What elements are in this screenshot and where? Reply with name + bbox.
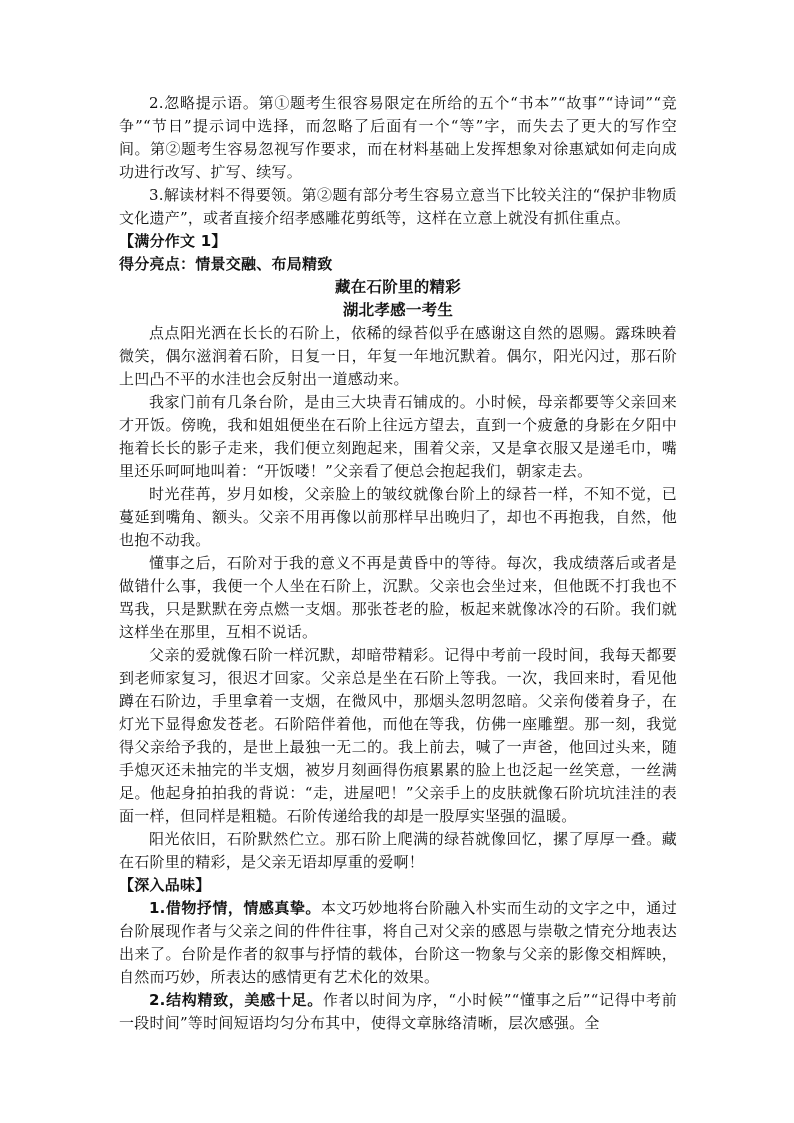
essay-paragraph: 父亲的爱就像石阶一样沉默，却暗带精彩。记得中考前一段时间，我每天都要到老师家复习，很迟才回家。父亲总是坐在石阶上等我。一次，我回来时，看见他蹲在石阶边，手里拿着一支烟，在微风中，那烟头忽明忽暗。父亲佝偻着身子，在灯光下显得愈发苍老。石阶陪伴着他，而他在等我，仿佛一座雕塑。那一刻，我觉得父亲给予我的，是世上最独一无二的。我上前去，喊了一声爸，他回过头来，随手熄灭还未抽完的半支烟，被岁月刻画得伤痕累累的脸上也泛起一丝笑意，一丝满足。他起身拍拍我的背说：“走，进屋吧！”父亲手上的皮肤就像石阶坑坑洼洼的表面一样，但同样是粗糙。石阶传递给我的却是一股厚实坚强的温暖。 — [119, 646, 677, 825]
essay-paragraph: 点点阳光洒在长长的石阶上，依稀的绿苔似乎在感谢这自然的恩赐。露珠映着微笑，偶尔滋润着石阶，日复一日，年复一年地沉默着。偶尔，阳光闪过，那石阶上凹凸不平的水洼也会反射出一道感动来。 — [119, 324, 677, 388]
commentary-label: 【深入品味】 — [119, 876, 211, 894]
commentary-point-1 — [119, 897, 677, 989]
essay-title: 藏在石阶里的精彩 — [334, 278, 461, 296]
essay-paragraph: 我家门前有几条台阶，是由三大块青石铺成的。小时候，母亲都要等父亲回来才开饭。傍晚，我和姐姐便坐在石阶上往远方望去，直到一个疲惫的身影在夕阳中拖着长长的影子走来，我们便立刻跑起来，围着父亲，又是拿衣服又是递毛巾，嘴里还乐呵呵地叫着：“开饭喽！”父亲看了便总会抱起我们，朝家走去。 — [119, 393, 677, 480]
section-label: 【满分作文 1】 — [119, 232, 227, 250]
essay-paragraph: 阳光依旧，石阶默然伫立。那石阶上爬满的绿苔就像回忆，摞了厚厚一叠。藏在石阶里的精彩，是父亲无语却厚重的爱啊！ — [119, 830, 677, 871]
commentary-point-1-text: 本文巧妙地将台阶融入朴实而生动的文字之中，通过台阶展现作者与父亲之间的件件往事，将自己对父亲的感恩与崇敬之情充分地表达出来了。台阶是作者的叙事与抒情的载体，台阶这一物象与父亲的影像交相辉映，自然而巧妙，所表达的感情更有艺术化的效果。 — [119, 899, 677, 986]
document-page — [119, 92, 677, 1035]
analysis-point-2: 2.忽略提示语。第①题考生很容易限定在所给的五个“书本”“故事”“诗词”“竞争”“节日”提示词中选择，而忽略了后面有一个“等”字，而失去了更大的写作空间。第②题考生容易忽视写作要求，而在材料基础上发挥想象对徐惠斌如何走向成功进行改写、扩写、续写。 — [119, 94, 677, 181]
commentary-point-2-text: 作者以时间为序，“小时候”“懂事之后”“记得中考前一段时间”等时间短语均匀分布其中，使得文章脉络清晰，层次感强。全 — [119, 991, 677, 1032]
commentary-point-2 — [119, 989, 677, 1035]
essay-paragraph: 懂事之后，石阶对于我的意义不再是黄昏中的等待。每次，我成绩落后或者是做错什么事，我便一个人坐在石阶上，沉默。父亲也会坐过来，但他既不打我也不骂我，只是默默在旁点燃一支烟。那张苍老的脸，板起来就像冰冷的石阶。我们就这样坐在那里，互相不说话。 — [119, 554, 677, 641]
score-highlight: 得分亮点：情景交融、布局精致 — [119, 255, 333, 273]
commentary-point-1-lead: 1.借物抒情，情感真挚。 — [149, 899, 321, 917]
commentary-point-2-lead: 2.结构精致，美感十足。 — [149, 991, 323, 1009]
essay-paragraph: 时光荏苒，岁月如梭，父亲脸上的皱纹就像台阶上的绿苔一样，不知不觉，已蔓延到嘴角、额头。父亲不用再像以前那样早出晚归了，却也不再抱我，自然，他也抱不动我。 — [119, 485, 677, 549]
essay-author: 湖北孝感一考生 — [342, 301, 454, 319]
analysis-point-3: 3.解读材料不得要领。第②题有部分考生容易立意当下比较关注的“保护非物质文化遗产”，或者直接介绍孝感雕花剪纸等，这样在立意上就没有抓住重点。 — [119, 186, 677, 227]
